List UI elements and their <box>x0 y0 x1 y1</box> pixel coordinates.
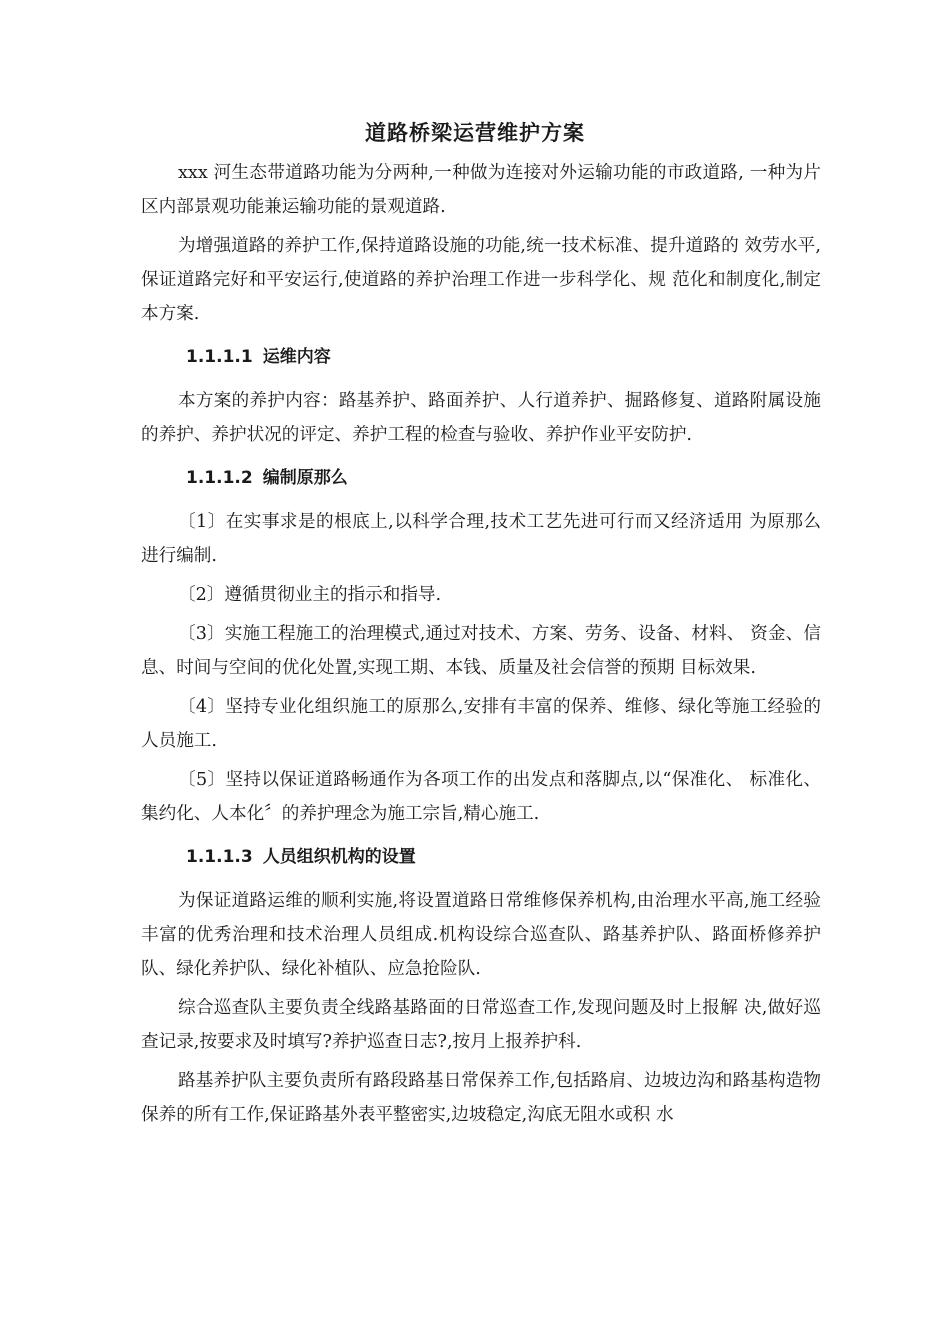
document-body <box>141 156 821 1137</box>
section-2-item-3: 〔3〕实施工程施工的治理模式,通过对技术、方案、劳务、设备、材料、 资金、信息、时间与空间的优化处置,实现工期、本钱、质量及社会信誉的预期 目标效果. <box>141 624 821 678</box>
section-3-paragraph-1: 为保证道路运维的顺利实施,将设置道路日常维修保养机构,由治理水平高,施工经验丰富的优秀治理和技术治理人员组成.机构设综合巡查队、路基养护队、路面桥修养护队、绿化养护队、绿化补植队、应急抢险队. <box>141 891 821 979</box>
section-heading-1 <box>141 340 821 374</box>
section-number: 1.1.1.2 <box>186 468 253 488</box>
document-title: 道路桥梁运营维护方案 <box>365 121 585 145</box>
section-heading-3 <box>141 840 821 874</box>
section-2-item-4: 〔4〕坚持专业化组织施工的原那么,安排有丰富的保养、维修、绿化等施工经验的人员施工. <box>141 697 821 751</box>
section-title: 人员组织机构的设置 <box>262 847 416 867</box>
section-title: 运维内容 <box>262 347 331 367</box>
section-2-item-5: 〔5〕坚持以保证道路畅通作为各项工作的出发点和落脚点,以“保准化、 标准化、集约化、人本化〞的养护理念为施工宗旨,精心施工. <box>141 770 821 824</box>
section-title: 编制原那么 <box>262 468 348 488</box>
section-3-paragraph-3: 路基养护队主要负责所有路段路基日常保养工作,包括路肩、边坡边沟和路基构造物保养的所有工作,保证路基外表平整密实,边坡稳定,沟底无阻水或积 水 <box>141 1071 821 1125</box>
section-1-paragraph-1: 本方案的养护内容：路基养护、路面养护、人行道养护、掘路修复、道路附属设施的养护、养护状况的评定、养护工程的检查与验收、养护作业平安防护. <box>141 391 821 445</box>
section-number: 1.1.1.1 <box>186 347 253 367</box>
section-2-item-2: 〔2〕遵循贯彻业主的指示和指导. <box>178 585 442 605</box>
section-number: 1.1.1.3 <box>186 847 253 867</box>
intro-paragraph-2: 为增强道路的养护工作,保持道路设施的功能,统一技术标准、提升道路的 效劳水平,保证道路完好和平安运行,使道路的养护治理工作进一步科学化、规 范化和制度化,制定本方案. <box>141 236 821 324</box>
section-heading-2 <box>141 461 821 495</box>
intro-paragraph-1: xxx 河生态带道路功能为分两种,一种做为连接对外运输功能的市政道路, 一种为片区内部景观功能兼运输功能的景观道路. <box>141 163 821 217</box>
section-3-paragraph-2: 综合巡查队主要负责全线路基路面的日常巡查工作,发现问题及时上报解 决,做好巡查记录,按要求及时填写?养护巡查日志?,按月上报养护科. <box>141 998 821 1052</box>
section-2-item-1: 〔1〕在实事求是的根底上,以科学合理,技术工艺先进可行而又经济适用 为原那么进行编制. <box>141 512 821 566</box>
